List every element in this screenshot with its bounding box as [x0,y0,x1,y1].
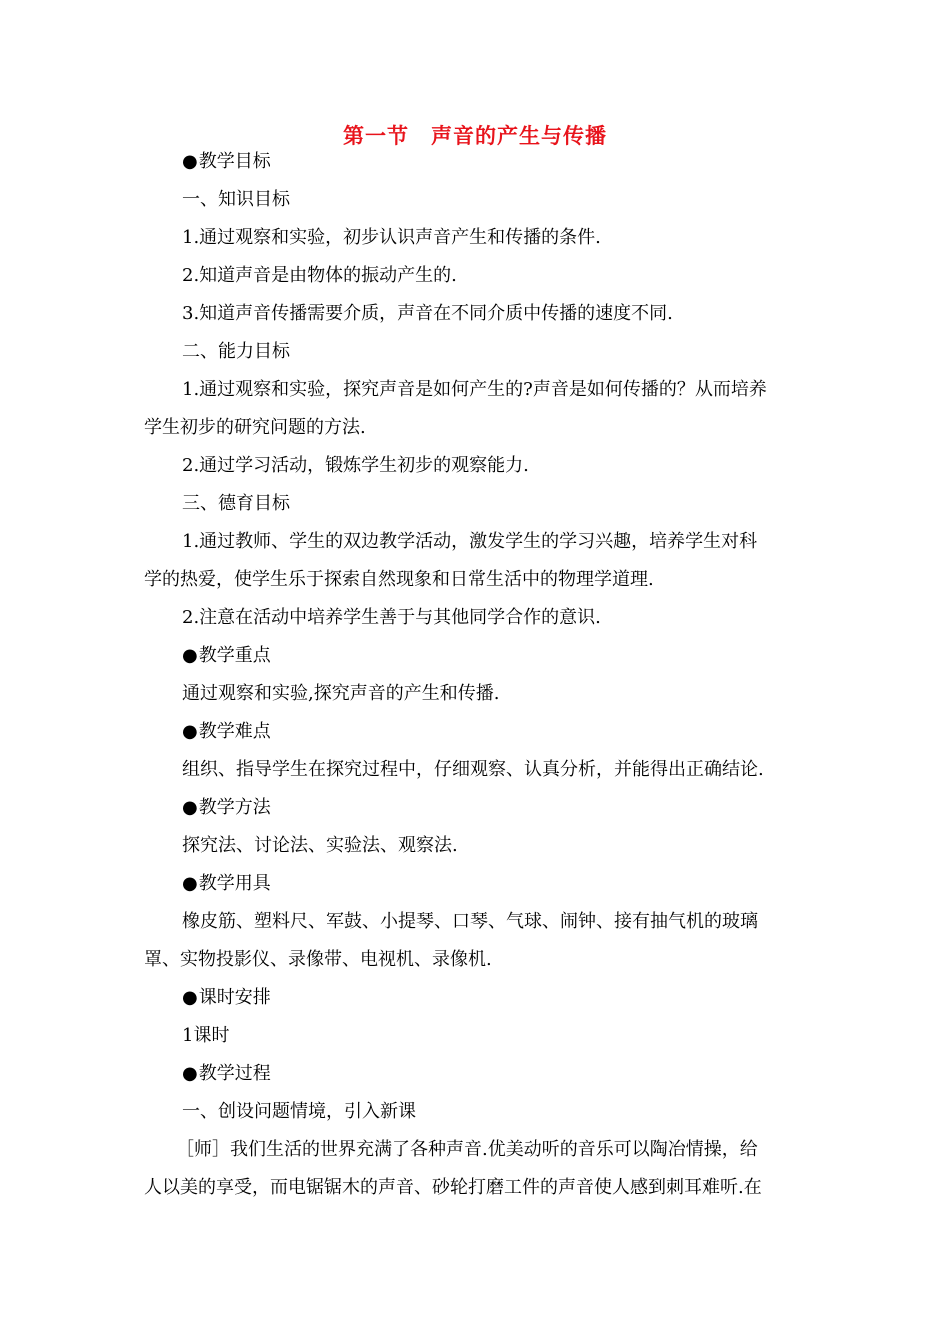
process-step-1: 一、创设问题情境，引入新课 [182,1101,416,1122]
moral-heading: 三、德育目标 [182,493,290,514]
title-text: 声音的产生与传播 [431,123,607,148]
moral-item-1-line-1: 1.通过教师、学生的双边教学活动，激发学生的学习兴趣，培养学生对科 [182,531,758,552]
knowledge-item-3: 3.知道声音传播需要介质，声音在不同介质中传播的速度不同. [182,303,673,324]
key-text: 通过观察和实验,探究声音的产生和传播. [182,683,500,704]
teacher-line-1: ［师］我们生活的世界充满了各种声音.优美动听的音乐可以陶冶情操，给 [176,1139,758,1160]
tools-line-2: 罩、实物投影仪、录像带、电视机、录像机. [144,949,492,970]
teacher-line-2: 人以美的享受，而电锯锯木的声音、砂轮打磨工件的声音使人感到刺耳难听.在 [144,1177,762,1198]
schedule-text: 1课时 [182,1025,230,1046]
knowledge-item-2: 2.知道声音是由物体的振动产生的. [182,265,457,286]
knowledge-item-1: 1.通过观察和实验，初步认识声音产生和传播的条件. [182,227,601,248]
tools-line-1: 橡皮筋、塑料尺、军鼓、小提琴、口琴、气球、闹钟、接有抽气机的玻璃 [182,911,758,932]
ability-heading: 二、能力目标 [182,341,290,362]
objectives-heading: ●教学目标 [182,151,271,172]
method-text: 探究法、讨论法、实验法、观察法. [182,835,458,856]
schedule-heading: ●课时安排 [182,987,271,1008]
moral-item-1-line-2: 学的热爱，使学生乐于探索自然现象和日常生活中的物理学道理. [144,569,654,590]
ability-item-1-line-1: 1.通过观察和实验，探究声音是如何产生的?声音是如何传播的？从而培养 [182,379,767,400]
knowledge-heading: 一、知识目标 [182,189,290,210]
process-heading: ●教学过程 [182,1063,271,1084]
tools-heading: ●教学用具 [182,873,271,894]
moral-item-2: 2.注意在活动中培养学生善于与其他同学合作的意识. [182,607,601,628]
title-chapter: 第一节 [343,123,409,148]
ability-item-2: 2.通过学习活动，锻炼学生初步的观察能力. [182,455,529,476]
difficulty-heading: ●教学难点 [182,721,271,742]
ability-item-1-line-2: 学生初步的研究问题的方法. [144,417,366,438]
page-title [0,120,950,150]
method-heading: ●教学方法 [182,797,271,818]
key-heading: ●教学重点 [182,645,271,666]
difficulty-text: 组织、指导学生在探究过程中，仔细观察、认真分析，并能得出正确结论. [182,759,764,780]
